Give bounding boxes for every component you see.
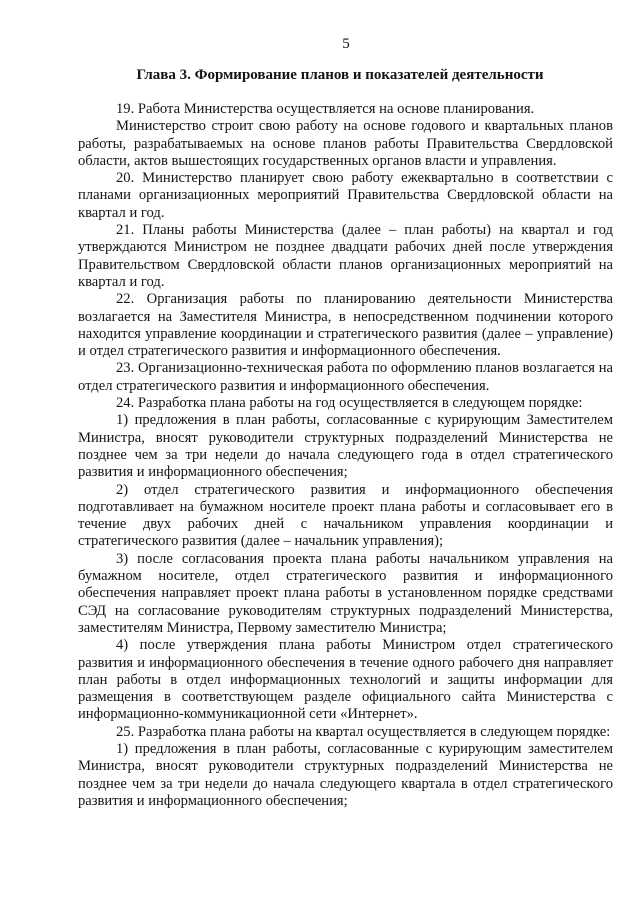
- paragraph: 25. Разработка плана работы на квартал осуществляется в следующем порядке:: [116, 723, 611, 740]
- paragraph: 24. Разработка плана работы на год осуществляется в следующем порядке:: [116, 395, 583, 412]
- paragraph: Министерство строит свою работу на основе годового и квартальных планов работы, разрабатываемых на основе планов работы Правительства Свердловской области, актов вышестоящих государственных органов власти и управления.: [78, 118, 613, 169]
- paragraph: 19. Работа Министерства осуществляется на основе планирования.: [116, 101, 535, 117]
- paragraph: 21. Планы работы Министерства (далее – план работы) на квартал и год утверждаются Министром не позднее двадцати рабочих дней после утверждения Правительством Свердловской области планов организационных мероприятий на квартал и год.: [78, 222, 613, 290]
- paragraph: 20. Министерство планирует свою работу ежеквартально в соответствии с планами организационных мероприятий Правительства Свердловской области на квартал и год.: [78, 170, 613, 221]
- paragraph: 23. Организационно-техническая работа по оформлению планов возлагается на отдел стратегического развития и информационного обеспечения.: [78, 360, 613, 394]
- page-number: 5: [342, 36, 350, 52]
- list-item: 3) после согласования проекта плана работы начальником управления на бумажном носителе, отдел стратегического развития и информационного обеспечения направляет проект плана работы в установленном порядке средствами СЭД на согласование руководителям структурных подразделений Министерства, заместителям Министра, Первому заместителю Министра;: [78, 550, 613, 636]
- chapter-heading: Глава 3. Формирование планов и показателей деятельности: [136, 67, 544, 83]
- list-item: 4) после утверждения плана работы Министром отдел стратегического развития и информационного обеспечения в течение одного рабочего дня направляет план работы в отдел информационных технологий и защиты информации для размещения в соответствующем разделе официального сайта Министерства с информационно-коммуникационной сети «Интернет».: [78, 637, 613, 723]
- paragraph: 22. Организация работы по планированию деятельности Министерства возлагается на Заместителя Министра, в непосредственном подчинении которого находится управление координации и стратегического развития (далее – управление) и отдел стратегического развития и информационного обеспечения.: [78, 291, 613, 360]
- list-item: 2) отдел стратегического развития и информационного обеспечения подготавливает на бумажном носителе проект плана работы и согласовывает его в течение двух рабочих дней с начальником управления координации и стратегического развития (далее – начальник управления);: [78, 481, 613, 550]
- list-item: 1) предложения в план работы, согласованные с курирующим заместителем Министра, вносят руководители структурных подразделений Министерства не позднее чем за три недели до начала следующего квартала в отдел стратегического развития и информационного обеспечения;: [78, 740, 613, 809]
- list-item: 1) предложения в план работы, согласованные с курирующим Заместителем Министра, вносят руководители структурных подразделений Министерства не позднее чем за три недели до начала следующего года в отдел стратегического развития и информационного обеспечения;: [78, 412, 613, 481]
- body-text: [78, 101, 613, 810]
